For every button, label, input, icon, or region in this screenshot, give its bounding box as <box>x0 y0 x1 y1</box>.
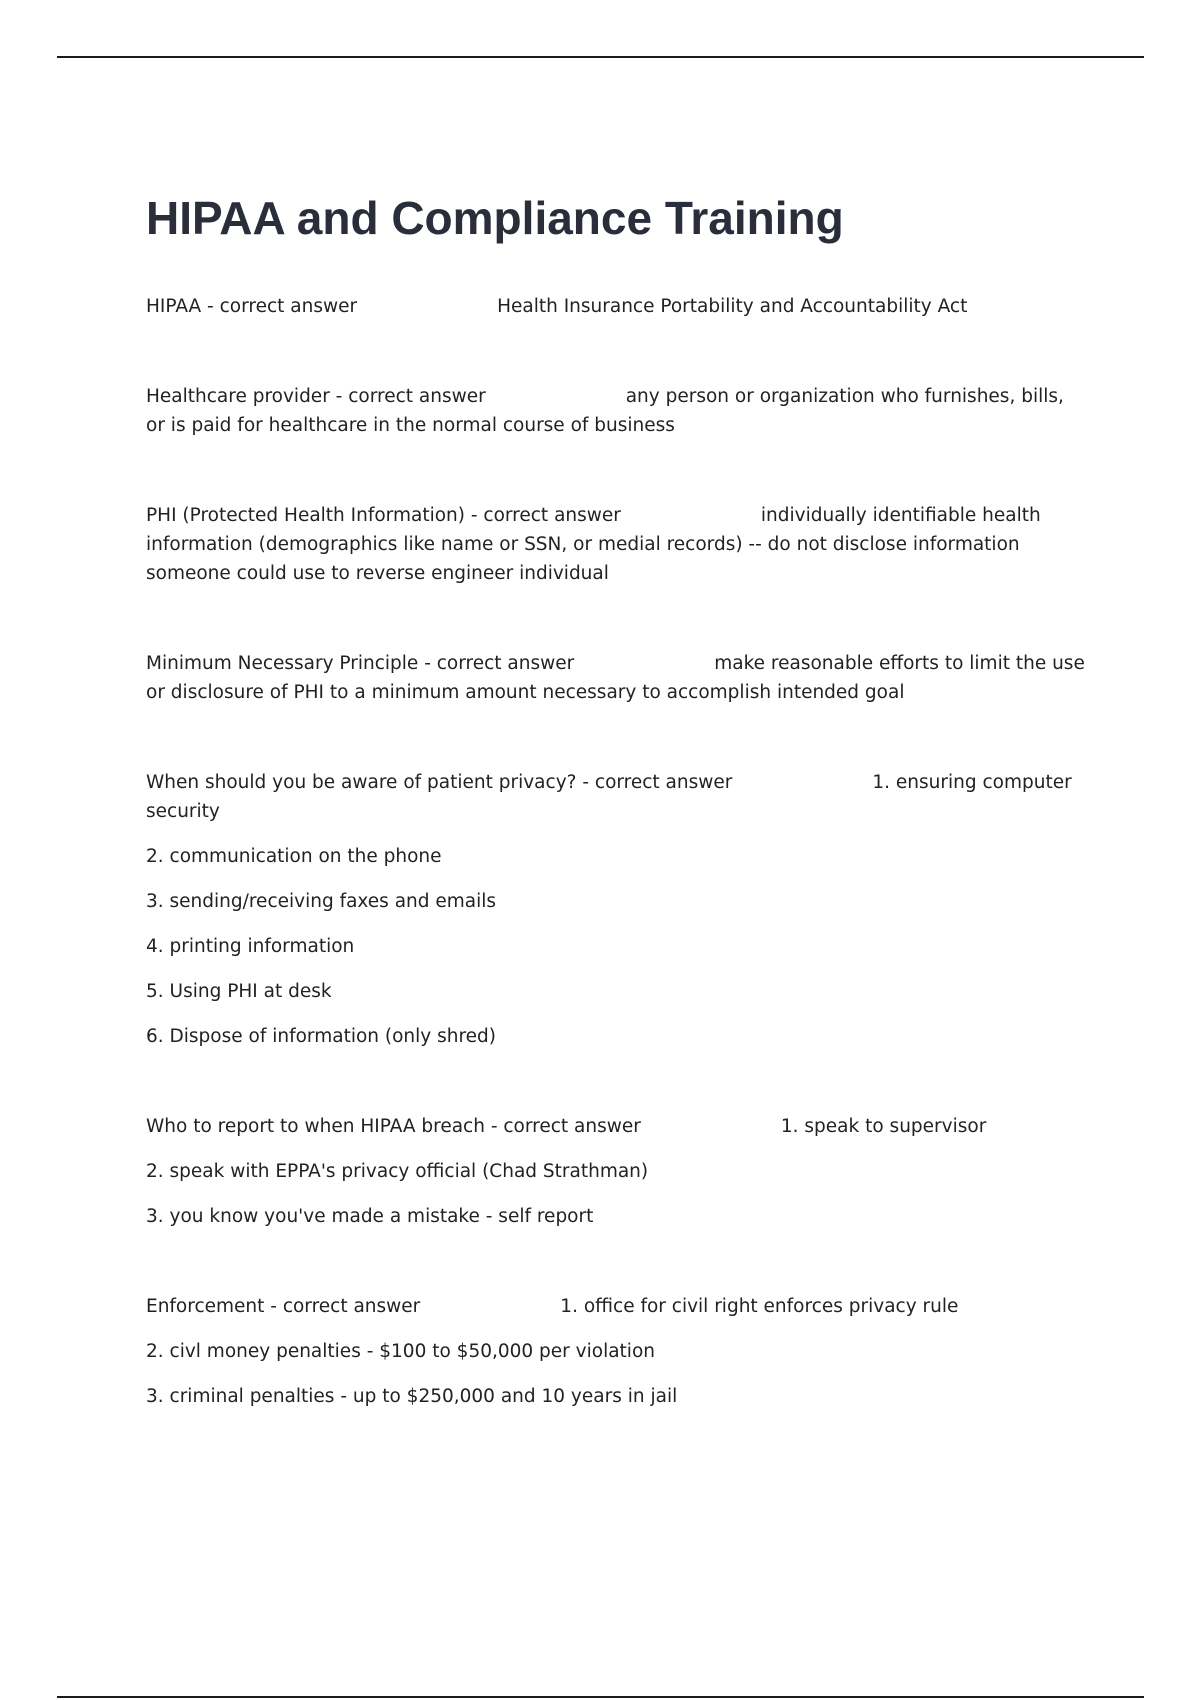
flashcard-entry <box>146 292 1086 321</box>
entry-main-line <box>146 382 1086 440</box>
entry-main-line <box>146 1292 1086 1321</box>
entry-main-line <box>146 292 1086 321</box>
entry-term: Enforcement - correct answer <box>146 1296 421 1317</box>
entry-term: PHI (Protected Health Information) - correct answer <box>146 505 621 526</box>
top-rule <box>57 56 1144 58</box>
entry-main-line <box>146 501 1086 588</box>
flashcard-entry <box>146 1112 1086 1231</box>
entry-term: Healthcare provider - correct answer <box>146 386 486 407</box>
entry-term: Who to report to when HIPAA breach - correct answer <box>146 1116 641 1137</box>
entry-list-item: 2. civl money penalties - $100 to $50,000 per violation <box>146 1341 655 1362</box>
entry-definition: any person or organization who furnishes, bills, or is paid for healthcare in the normal course of business <box>146 386 1064 436</box>
page-title: HIPAA and Compliance Training <box>146 192 844 244</box>
entry-definition: individually identifiable health information (demographics like name or SSN, or medial records) -- do not disclose information someone could use to reverse engineer individual <box>146 505 1041 584</box>
flashcard-entry <box>146 501 1086 588</box>
entry-definition: 1. speak to supervisor <box>780 1116 987 1137</box>
entry-main-line <box>146 1112 1086 1141</box>
entry-term: When should you be aware of patient privacy? - correct answer <box>146 772 733 793</box>
entry-term: HIPAA - correct answer <box>146 296 358 317</box>
flashcard-list <box>146 292 1086 1472</box>
entry-list-item: 4. printing information <box>146 936 355 957</box>
entry-definition: 1. ensuring computer security <box>146 772 1072 822</box>
entry-list-item: 3. sending/receiving faxes and emails <box>146 891 497 912</box>
entry-list-item: 5. Using PHI at desk <box>146 981 332 1002</box>
entry-term: Minimum Necessary Principle - correct answer <box>146 653 575 674</box>
flashcard-entry <box>146 1292 1086 1411</box>
entry-list-item: 6. Dispose of information (only shred) <box>146 1026 497 1047</box>
flashcard-entry <box>146 649 1086 707</box>
bottom-rule <box>57 1696 1144 1698</box>
entry-definition: make reasonable efforts to limit the use or disclosure of PHI to a minimum amount necessary to accomplish intended goal <box>146 653 1085 703</box>
entry-list-item: 3. criminal penalties - up to $250,000 and 10 years in jail <box>146 1386 678 1407</box>
entry-list-item: 2. communication on the phone <box>146 846 442 867</box>
entry-main-line <box>146 649 1086 707</box>
entry-list-item: 2. speak with EPPA's privacy official (Chad Strathman) <box>146 1161 649 1182</box>
flashcard-entry <box>146 768 1086 1051</box>
entry-list-item: 3. you know you've made a mistake - self report <box>146 1206 594 1227</box>
entry-main-line <box>146 768 1086 826</box>
entry-definition: 1. office for civil right enforces privacy rule <box>560 1296 959 1317</box>
flashcard-entry <box>146 382 1086 440</box>
entry-definition: Health Insurance Portability and Accountability Act <box>497 296 968 317</box>
